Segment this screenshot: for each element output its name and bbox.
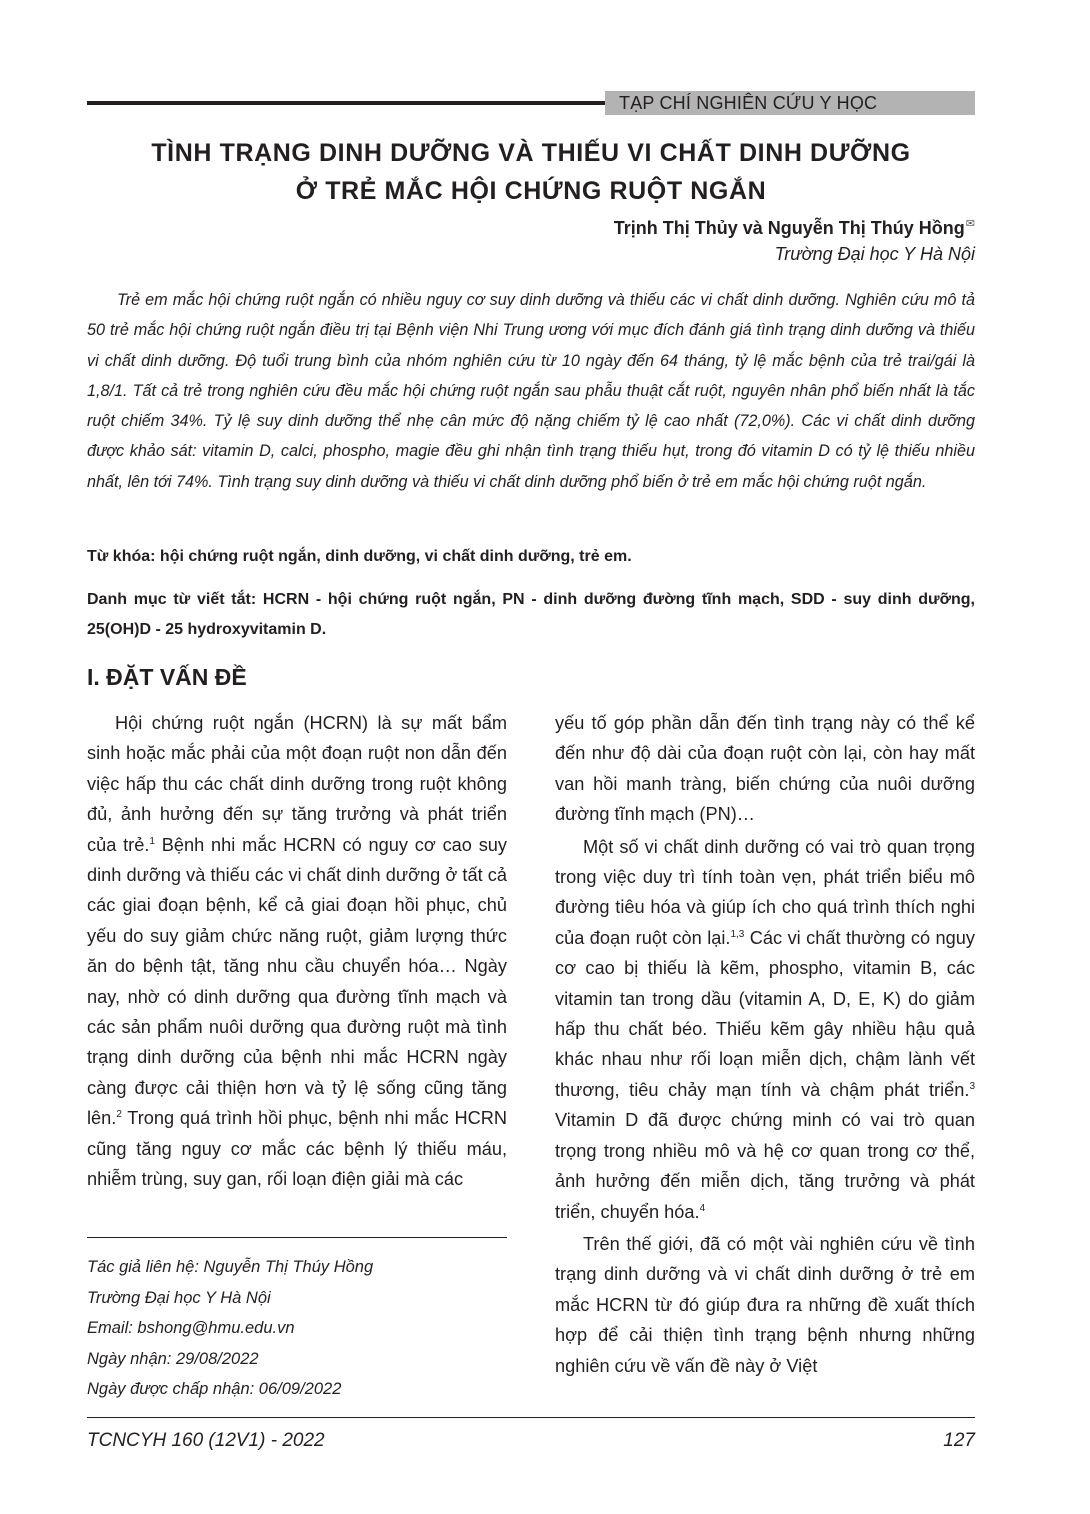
citation-ref: 4 (699, 1202, 706, 1214)
correspondence-footnote (87, 1252, 507, 1405)
footnote-institution: Trường Đại học Y Hà Nội (87, 1288, 271, 1307)
affiliation: Trường Đại học Y Hà Nội (774, 244, 975, 264)
body-column-right (555, 708, 975, 1381)
article-title (87, 134, 975, 210)
text-run: Các vi chất thường có nguy cơ cao bị thiếu là kẽm, phospho, vitamin B, các vitamin tan trong dầu (vitamin A, D, E, K) do giảm hấp thu chất béo. Thiếu kẽm gây nhiều hậu quả khác nhau như rối loạn miễn dịch, chậm lành vết thương, tiêu chảy mạn tính và chậm phát triển. (555, 927, 975, 1100)
text-run: Vitamin D đã được chứng minh có vai trò quan trọng trong nhiều mô và hệ cơ quan trong cơ thể, ảnh hưởng đến miễn dịch, tăng trưởng và phát triển, chuyển hóa. (555, 1110, 975, 1222)
paragraph (555, 832, 975, 1227)
footnote-rule (87, 1237, 507, 1238)
header-rule (87, 101, 605, 105)
envelope-icon: ✉ (965, 218, 975, 230)
citation-ref: 2 (116, 1109, 122, 1121)
body-column-left (87, 708, 507, 1195)
paragraph (87, 708, 507, 1195)
email: Email: bshong@hmu.edu.vn (87, 1319, 295, 1337)
abstract: Trẻ em mắc hội chứng ruột ngắn có nhiều nguy cơ suy dinh dưỡng và thiếu các vi chất dinh dưỡng. Nghiên cứu mô tả 50 trẻ mắc hội chứng ruột ngắn điều trị tại Bệnh viện Nhi Trung ương với mục đích đánh giá tình trạng dinh dưỡng và thiếu vi chất dinh dưỡng. Độ tuổi trung bình của nhóm nghiên cứu từ 10 ngày đến 64 tháng, tỷ lệ mắc bệnh của trẻ trai/gái là 1,8/1. Tất cả trẻ trong nghiên cứu đều mắc hội chứng ruột ngắn sau phẫu thuật cắt ruột, nguyên nhân phổ biến nhất là tắc ruột chiếm 34%. Tỷ lệ suy dinh dưỡng thể nhẹ cân mức độ nặng chiếm tỷ lệ cao nhất (72,0%). Các vi chất dinh dưỡng được khảo sát: vitamin D, calci, phospho, magie đều ghi nhận tình trạng thiếu hụt, trong đó vitamin D có tỷ lệ thiếu nhiều nhất, lên tới 74%. Tình trạng suy dinh dưỡng và thiếu vi chất dinh dưỡng phổ biến ở trẻ em mắc hội chứng ruột ngắn. (87, 291, 975, 491)
citation-ref: 1 (149, 835, 155, 847)
section-heading: I. ĐẶT VẤN ĐỀ (87, 664, 247, 690)
text-run: Hội chứng ruột ngắn (HCRN) là sự mất bẩm sinh hoặc mắc phải của một đoạn ruột non dẫn đến việc hấp thu các chất dinh dưỡng trong ruột không đủ, ảnh hưởng đến sự tăng trưởng và phát triển của trẻ. (87, 713, 507, 855)
paragraph: yếu tố góp phần dẫn đến tình trạng này có thể kể đến như độ dài của đoạn ruột còn lại, còn hay mất van hồi manh tràng, biến chứng của nuôi dưỡng đường tĩnh mạch (PN)… (555, 713, 975, 825)
footer-rule (87, 1417, 975, 1418)
keywords: Từ khóa: hội chứng ruột ngắn, dinh dưỡng, vi chất dinh dưỡng, trẻ em. (87, 548, 632, 565)
citation-ref: 3 (969, 1080, 975, 1092)
accepted-date: Ngày được chấp nhận: 06/09/2022 (87, 1380, 342, 1398)
abbreviations: Danh mục từ viết tắt: HCRN - hội chứng ruột ngắn, PN - dinh dưỡng đường tĩnh mạch, SDD - suy dinh dưỡng, 25(OH)D - 25 hydroxyvitamin D. (87, 591, 975, 638)
page-number: 127 (943, 1430, 975, 1451)
corresponding-author: Tác giả liên hệ: Nguyễn Thị Thúy Hồng (87, 1258, 374, 1276)
paragraph: Trên thế giới, đã có một vài nghiên cứu về tình trạng dinh dưỡng và vi chất dinh dưỡng ở trẻ em mắc HCRN từ đó giúp đưa ra những đề xuất thích hợp để cải thiện tình trạng bệnh nhưng những nghiên cứu về vấn đề này ở Việt (555, 1233, 975, 1376)
received-date: Ngày nhận: 29/08/2022 (87, 1349, 259, 1368)
journal-name: TẠP CHÍ NGHIÊN CỨU Y HỌC (605, 91, 975, 115)
title-line-2: Ở TRẺ MẮC HỘI CHỨNG RUỘT NGẮN (295, 177, 767, 205)
text-run: Bệnh nhi mắc HCRN có nguy cơ cao suy dinh dưỡng và thiếu các vi chất dinh dưỡng ở tất cả các giai đoạn bệnh, kể cả giai đoạn hồi phục, chủ yếu do suy giảm chức năng ruột, giảm lượng thức ăn do bệnh tật, tăng nhu cầu chuyển hóa… Ngày nay, nhờ có dinh dưỡng qua đường tĩnh mạch và các sản phẩm nuôi dưỡng qua đường ruột mà tình trạng dinh dưỡng của bệnh nhi mắc HCRN ngày càng được cải thiện hơn và tỷ lệ sống cũng tăng lên. (87, 834, 507, 1129)
citation-ref: 1,3 (730, 928, 745, 940)
text-run: Một số vi chất dinh dưỡng có vai trò quan trọng trong việc duy trì tính toàn vẹn, phát triển biểu mô đường tiêu hóa và giúp ích cho quá trình thích nghi của đoạn ruột còn lại. (555, 836, 975, 948)
text-run: Trong quá trình hồi phục, bệnh nhi mắc HCRN cũng tăng nguy cơ mắc các bệnh lý thiếu máu, nhiễm trùng, suy gan, rối loạn điện giải mà các (87, 1108, 507, 1190)
title-line-1: TÌNH TRẠNG DINH DƯỠNG VÀ THIẾU VI CHẤT DINH DƯỠNG (151, 139, 911, 167)
author-line (614, 210, 975, 242)
authors: Trịnh Thị Thủy và Nguyễn Thị Thúy Hồng (613, 218, 965, 238)
journal-citation: TCNCYH 160 (12V1) - 2022 (87, 1430, 325, 1451)
